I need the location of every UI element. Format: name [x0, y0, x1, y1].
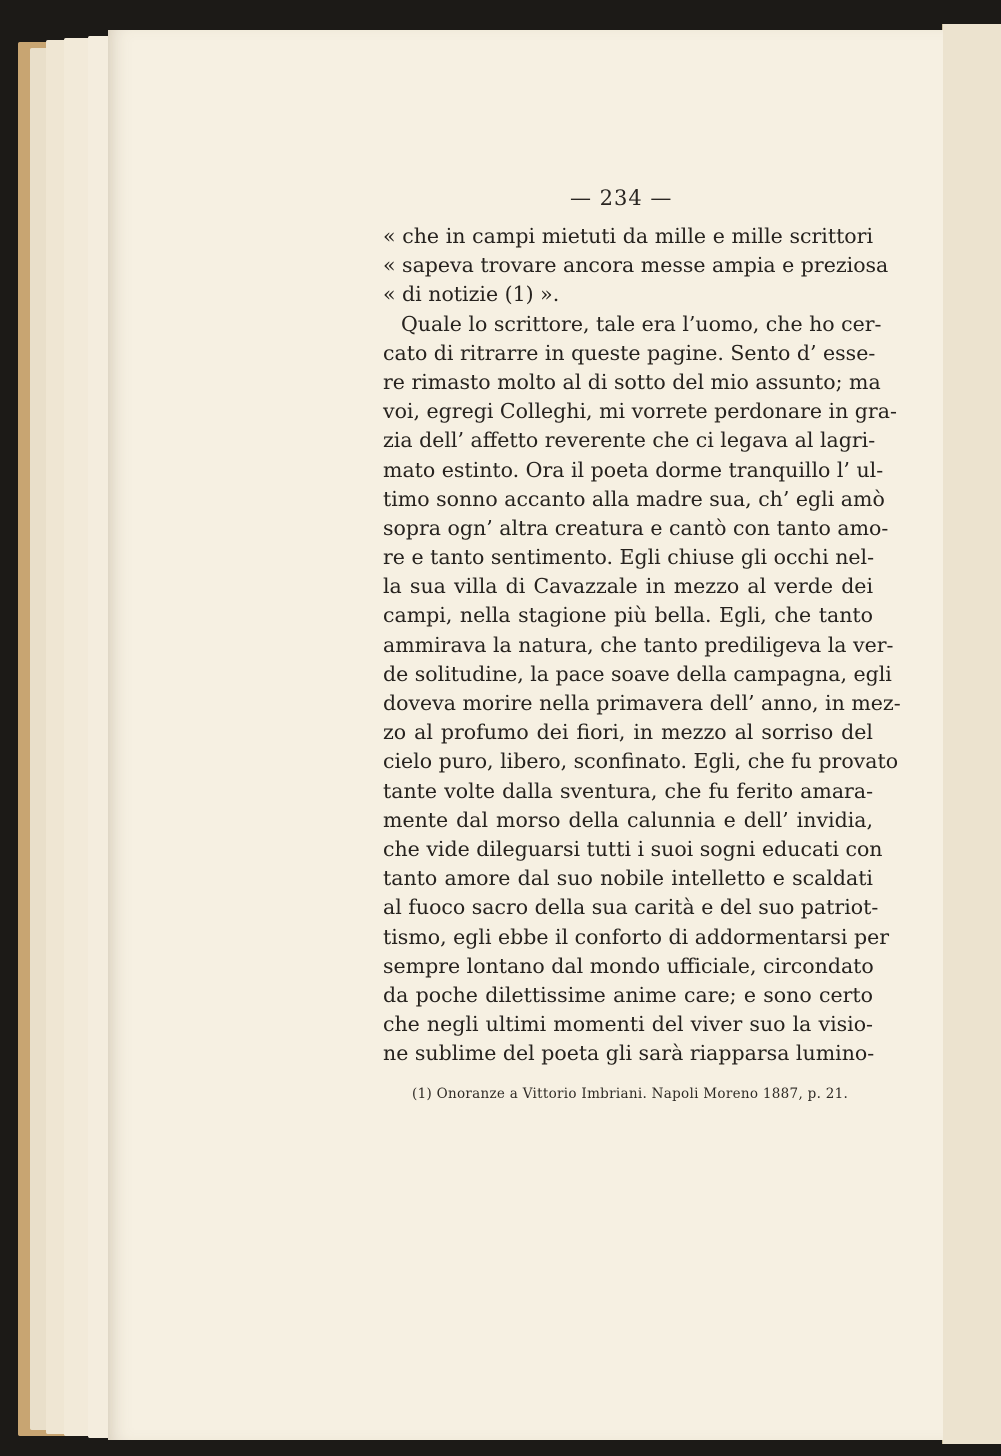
text-line: da poche dilettissime anime care; e sono certo	[383, 982, 873, 1007]
footnote: (1) Onoranze a Vittorio Imbriani. Napoli Moreno 1887, p. 21.	[412, 1086, 849, 1102]
text-line: « sapeva trovare ancora messe ampia e preziosa	[383, 253, 889, 278]
text-line: zia dell’ affetto reverente che ci legava al lagri-	[383, 428, 876, 453]
text-line: cielo puro, libero, sconfinato. Egli, che fu provato	[383, 749, 899, 774]
text-line: che vide dileguarsi tutti i suoi sogni educati con	[383, 836, 883, 861]
text-line: sempre lontano dal mondo ufficiale, circondato	[383, 953, 874, 978]
text-line: Quale lo scrittore, tale era l’uomo, che ho cer-	[401, 311, 882, 336]
text-line: « di notizie (1) ».	[383, 282, 560, 307]
text-line: campi, nella stagione più bella. Egli, che tanto	[383, 603, 873, 628]
text-line: sopra ogn’ altra creatura e cantò con tanto amo-	[383, 515, 889, 540]
text-line: de solitudine, la pace soave della campagna, egli	[383, 661, 892, 686]
text-line: che negli ultimi momenti del viver suo la visio-	[383, 1012, 873, 1037]
text-line: timo sonno accanto alla madre sua, ch’ egli amò	[383, 486, 885, 511]
text-line: mente dal morso della calunnia e dell’ invidia,	[383, 807, 873, 832]
text-line: la sua villa di Cavazzale in mezzo al verde dei	[383, 574, 873, 599]
text-line: « che in campi mietuti da mille e mille scrittori	[383, 224, 873, 248]
text-line: ammirava la natura, che tanto prediligeva la ver-	[383, 632, 894, 657]
text-line: re rimasto molto al di sotto del mio assunto; ma	[383, 369, 881, 394]
text-line: cato di ritrarre in queste pagine. Sento d’ esse-	[383, 340, 876, 365]
body-text	[383, 222, 901, 1068]
text-line: doveva morire nella primavera dell’ anno, in mez-	[383, 691, 901, 715]
text-line: voi, egregi Colleghi, mi vorrete perdonare in gra-	[383, 399, 897, 424]
page-number: — 234 —	[570, 186, 673, 210]
text-line: mato estinto. Ora il poeta dorme tranquillo l’ ul-	[383, 457, 884, 482]
text-line: zo al profumo dei fiori, in mezzo al sorriso del	[383, 720, 873, 745]
facing-page-edge	[942, 24, 1001, 1444]
text-line: tante volte dalla sventura, che fu ferito amara-	[383, 778, 873, 803]
text-line: re e tanto sentimento. Egli chiuse gli occhi nel-	[383, 545, 875, 570]
text-line: tanto amore dal suo nobile intelletto e scaldati	[383, 866, 873, 891]
text-line: tismo, egli ebbe il conforto di addormentarsi per	[383, 924, 890, 949]
text-line: al fuoco sacro della sua carità e del suo patriot-	[383, 895, 879, 920]
text-line: ne sublime del poeta gli sarà riapparsa lumino-	[383, 1041, 875, 1066]
